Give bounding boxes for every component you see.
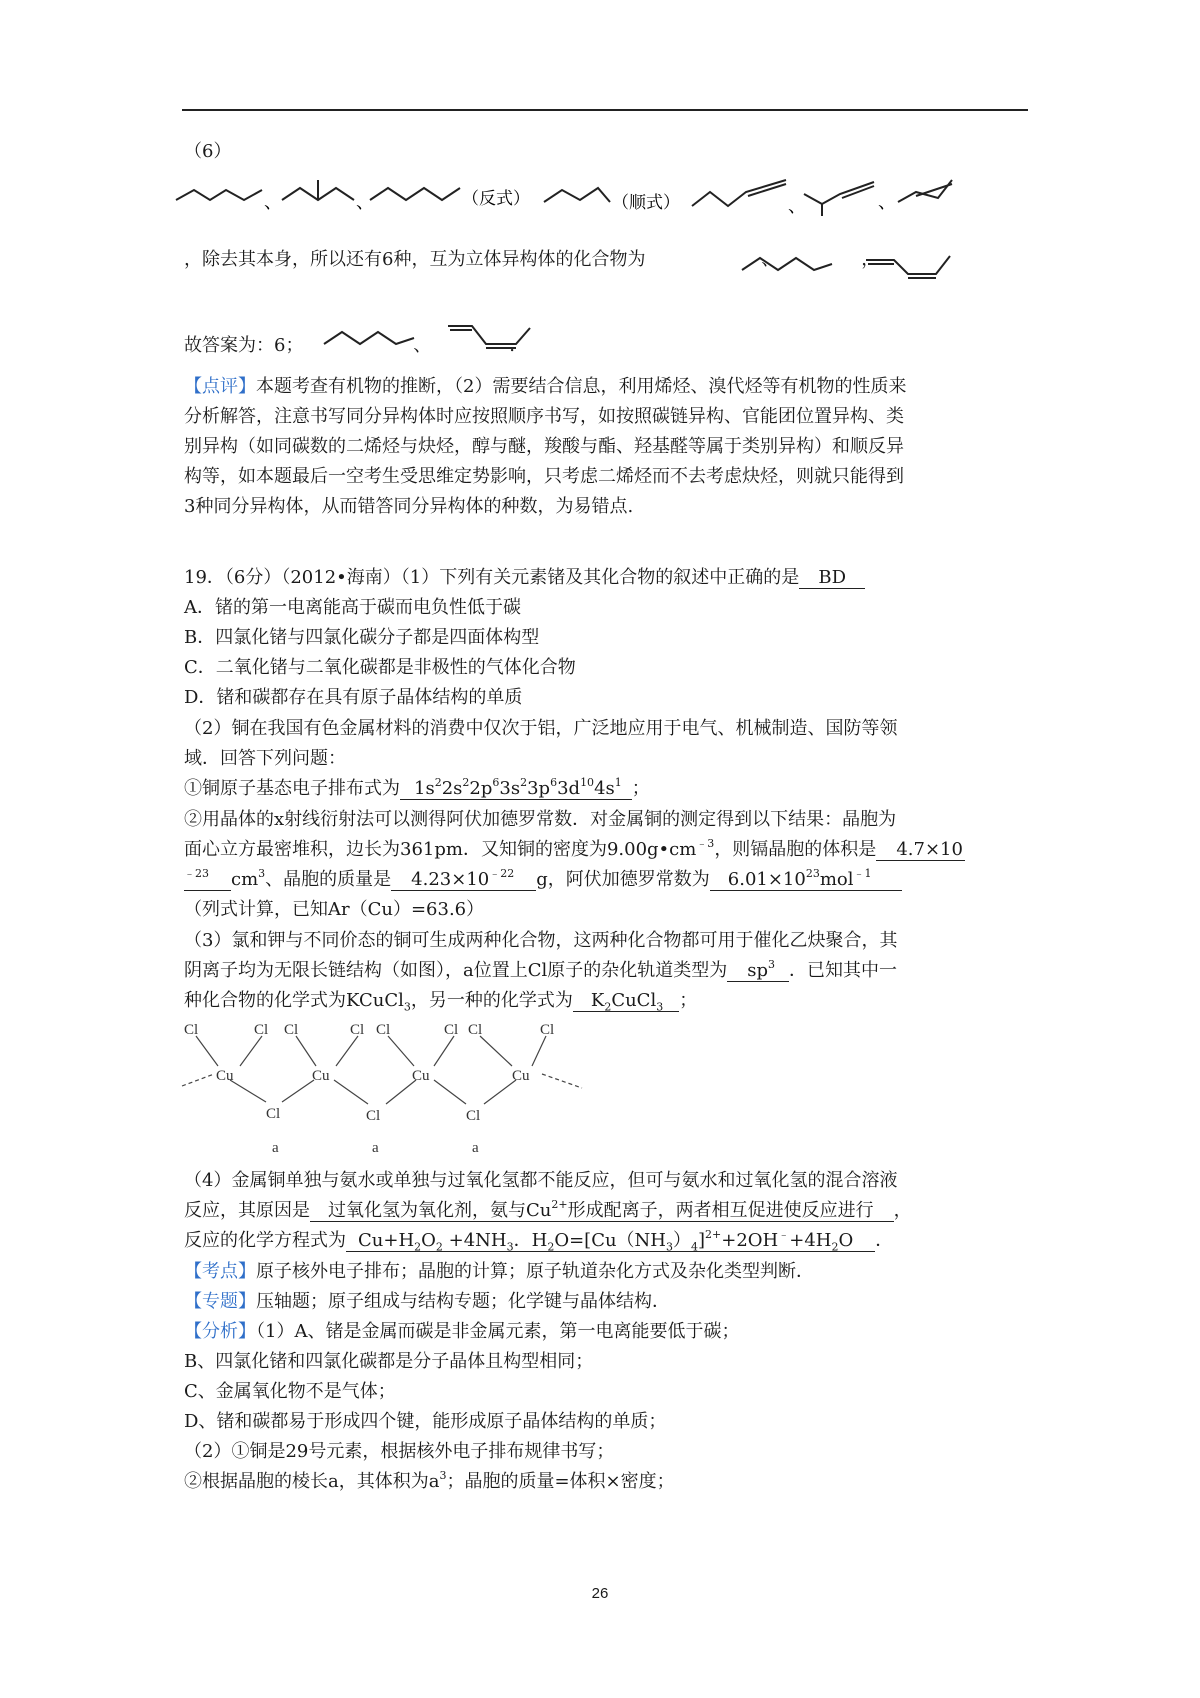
- comment-line-4: 构等，如本题最后一空考生受思维定势影响，只考虑二烯烃而不去考虑炔烃，则就只能得到: [184, 466, 904, 487]
- sep-5: 、: [761, 249, 780, 270]
- answer-end: .: [509, 335, 515, 356]
- q19-stem: 19．（6分）（2012•海南）（1）下列有关元素锗及其化合物的叙述中正确的是 BD: [184, 566, 865, 590]
- cl-bridge-1: Cl: [266, 1106, 281, 1122]
- option-b: B．四氯化锗与四氯化碳分子都是四面体构型: [184, 627, 540, 648]
- stereo-structures-1: [740, 248, 960, 288]
- part3-line-2: 阴离子均为无限长链结构（如图），a位置上Cl原子的杂化轨道类型为 $sp^3$ ．已知其中一: [184, 958, 898, 981]
- stereo-end: ，: [861, 249, 880, 270]
- comment-line-3: 别异构（如同碳数的二烯烃与炔烃，醇与醚，羧酸与酯、羟基醛等属于类别异构）和顺反异: [184, 436, 904, 457]
- stereo-structures-2: [322, 318, 542, 358]
- part-6-label: （6）: [184, 141, 232, 162]
- isomer-6-skeleton: [804, 194, 822, 216]
- comment-line-2: 分析解答，注意书写同分异构体时应按照顺序书写，如按照碳链异构、官能团位置异构、类: [184, 406, 904, 427]
- sep-2: 、: [356, 192, 374, 213]
- answer-volume-exp: ﹣23: [184, 870, 231, 891]
- label-a-3: a: [472, 1140, 479, 1156]
- cu-2: Cu: [312, 1068, 330, 1084]
- analysis-2-i: （2）①铜是29号元素，根据核外电子排布规律书写；: [184, 1441, 615, 1462]
- comment-tag: 【点评】: [184, 376, 256, 397]
- answer-electron-config: $1s^22s^22p^63s^23p^63d^{10}4s^1$: [400, 779, 632, 800]
- label-a-1: a: [272, 1140, 279, 1156]
- sep-6: 、: [413, 335, 432, 356]
- answer-formula: $K_2CuCl_3$: [573, 991, 679, 1012]
- part2-line-1: （2）铜在我国有色金属材料的消费中仅次于铝，广泛地应用于电气、机械制造、国防等领: [184, 718, 898, 739]
- option-c: C．二氧化锗与二氧化碳都是非极性的气体化合物: [184, 657, 576, 678]
- sep-4: 、: [878, 192, 896, 213]
- answer-equation: $Cu+H_2O_2 +4NH_3$．$H_2O=[Cu(NH_3)_4]^{2+}+2OH^﹣+4H_2O$: [346, 1231, 875, 1252]
- cl-3: Cl: [284, 1022, 299, 1038]
- isomer-7-skeleton: [898, 180, 952, 202]
- analysis-b: B、四氯化锗和四氯化碳都是分子晶体且构型相同；: [184, 1351, 594, 1372]
- cu-1: Cu: [216, 1068, 234, 1084]
- analysis-c: C、金属氧化物不是气体；: [184, 1381, 396, 1402]
- trans-label: （反式）: [462, 189, 530, 209]
- part2-i-line: ①铜原子基态电子排布式为 $1s^22s^22p^63s^23p^63d^{10}4s^1$ ；: [184, 776, 650, 799]
- cl-4: Cl: [350, 1022, 365, 1038]
- part4-line-2: 反应，其原因是 过氧化氢为氧化剂，氨与$Cu^{2+}$形成配离子，两者相互促进使反应进行 ，: [184, 1198, 912, 1221]
- part4-line-3: 反应的化学方程式为 $Cu+H_2O_2 +4NH_3$．$H_2O=[Cu(NH_3)_4]^{2+}+2OH^﹣+4H_2O$ ．: [184, 1228, 894, 1254]
- cucl-chain-figure: [182, 1022, 592, 1158]
- kaodian-line: 【考点】原子核外电子排布；晶胞的计算；原子轨道杂化方式及杂化类型判断．: [184, 1261, 814, 1282]
- comment-line-1: 【点评】本题考查有机物的推断，（2）需要结合信息，利用烯烃、溴代烃等有机物的性质来: [184, 376, 907, 397]
- option-d: D．锗和碳都存在具有原子晶体结构的单质: [184, 687, 523, 708]
- sep-3: 、: [788, 196, 806, 217]
- answer-q19-1: BD: [799, 568, 865, 589]
- label-a-2: a: [372, 1140, 379, 1156]
- part2-ii-line-2: 面心立方最密堆积，边长为361pm．又知铜的密度为$9.00g•cm^{﹣3}$，则镉晶胞的体积是 4.7×10: [184, 837, 963, 860]
- cl-bridge-3: Cl: [466, 1108, 481, 1124]
- part2-ii-line-4: （列式计算，已知Ar（Cu）=63.6）: [184, 899, 485, 920]
- analysis-2-ii: ②根据晶胞的棱长a，其体积为$a^3$；晶胞的质量=体积×密度；: [184, 1469, 675, 1492]
- answer-text: 故答案为：6；: [184, 335, 304, 356]
- fenxi-line: 【分析】（1）A、锗是金属而碳是非金属元素，第一电离能要低于碳；: [184, 1321, 740, 1342]
- part2-line-2: 域．回答下列问题：: [184, 748, 346, 769]
- answer-mass: $4.23\times 10^{﹣22}$: [391, 870, 536, 891]
- isomer-1-skeleton: [176, 190, 262, 200]
- answer-reason: 过氧化氢为氧化剂，氨与$Cu^{2+}$形成配离子，两者相互促进使反应进行: [310, 1201, 894, 1222]
- isomer-structures-row: [172, 172, 952, 222]
- cl-1: Cl: [184, 1022, 199, 1038]
- analysis-d: D、锗和碳都易于形成四个键，能形成原子晶体结构的单质；: [184, 1411, 667, 1432]
- header-rule: [182, 109, 1028, 111]
- part2-ii-line-3: $^{﹣23}$ $cm^3$、晶胞的质量是 $4.23\times 10^{﹣22}$ g，阿伏加德罗常数为 $6.01\times 10^{23}mol^{﹣1}$: [184, 868, 902, 892]
- answer-hybridization: $sp^3$: [727, 961, 789, 982]
- stereo-text: ，除去其本身，所以还有6种，互为立体异构体的化合物为: [184, 249, 646, 270]
- part2-ii-line-1: ②用晶体的x射线衍射法可以测得阿伏加德罗常数．对金属铜的测定得到以下结果：晶胞为: [184, 809, 897, 830]
- part4-line-1: （4）金属铜单独与氨水或单独与过氧化氢都不能反应，但可与氨水和过氧化氢的混合溶液: [184, 1170, 898, 1191]
- option-a: A．锗的第一电离能高于碳而电负性低于碳: [184, 597, 521, 618]
- answer-avogadro: $6.01\times 10^{23}mol^{﹣1}$: [710, 870, 902, 891]
- cis-label: （顺式）: [612, 193, 680, 213]
- part3-line-1: （3）氯和钾与不同价态的铜可生成两种化合物，这两种化合物都可用于催化乙炔聚合，其: [184, 930, 898, 951]
- cl-6: Cl: [444, 1022, 459, 1038]
- cl-7: Cl: [468, 1022, 483, 1038]
- cl-5: Cl: [376, 1022, 391, 1038]
- comment-line-5: 3种同分异构体，从而错答同分异构体的种数，为易错点.: [184, 496, 634, 517]
- part3-line-3: 种化合物的化学式为KCuCl$_3$，另一种的化学式为 $K_2CuCl_3$ ；: [184, 990, 698, 1014]
- isomer-3-skeleton: [370, 188, 460, 200]
- cl-8: Cl: [540, 1022, 555, 1038]
- isomer-5-skeleton: [692, 180, 786, 206]
- sep-1: 、: [264, 192, 282, 213]
- isomer-4-skeleton: [544, 188, 610, 202]
- page-number: 26: [591, 1585, 609, 1602]
- zhuanti-line: 【专题】压轴题；原子组成与结构专题；化学键与晶体结构．: [184, 1291, 670, 1312]
- cl-bridge-2: Cl: [366, 1108, 381, 1124]
- answer-volume-start: 4.7×10: [876, 840, 965, 861]
- cu-3: Cu: [412, 1068, 430, 1084]
- cu-4: Cu: [512, 1068, 530, 1084]
- cl-2: Cl: [254, 1022, 269, 1038]
